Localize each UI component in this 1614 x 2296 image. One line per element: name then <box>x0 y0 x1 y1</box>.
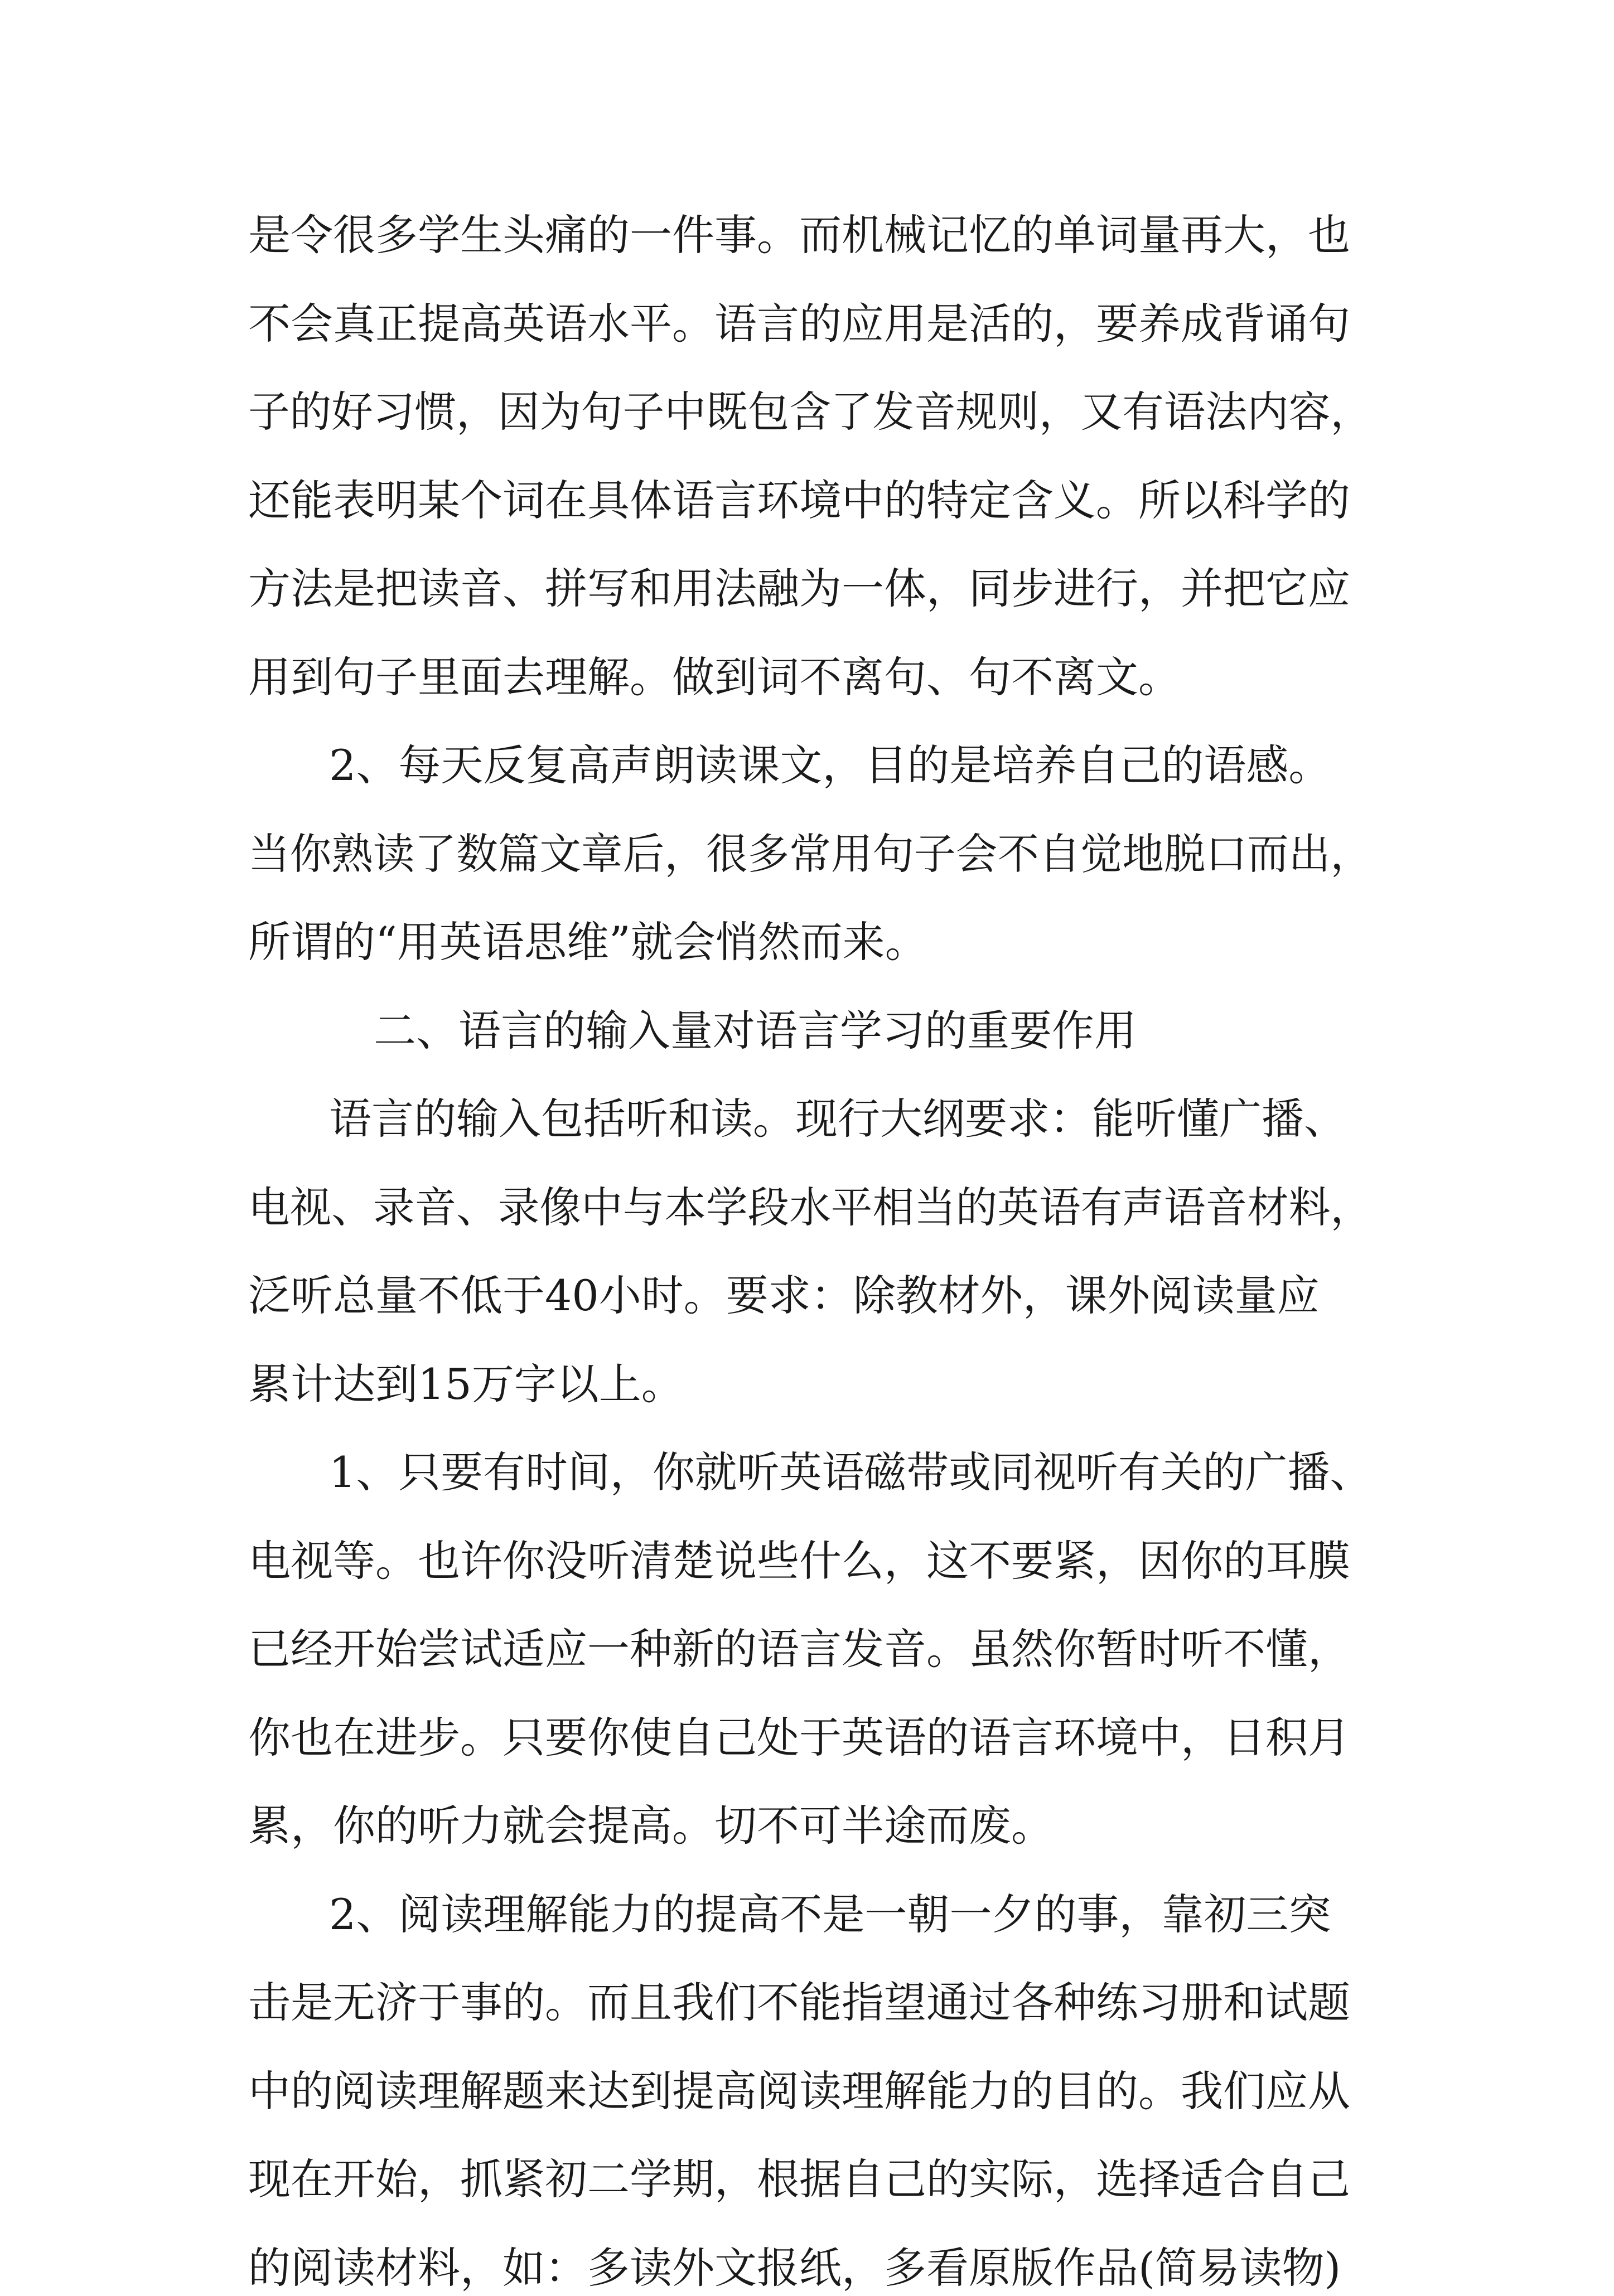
text-line: 你也在进步。只要你使自己处于英语的语言环境中，日积月 <box>248 1713 1350 1762</box>
text-line: 中的阅读理解题来达到提高阅读理解能力的目的。我们应从 <box>248 2066 1350 2116</box>
text-line: 电视等。也许你没听清楚说些什么，这不要紧，因你的耳膜 <box>248 1536 1350 1586</box>
text-line: 累计达到15万字以上。 <box>248 1359 684 1409</box>
text-line: 1、只要有时间，你就听英语磁带或同视听有关的广播、 <box>329 1447 1373 1497</box>
text-line: 方法是把读音、拼写和用法融为一体，同步进行，并把它应 <box>248 564 1350 613</box>
text-line: 还能表明某个词在具体语言环境中的特定含义。所以科学的 <box>248 476 1350 525</box>
text-line: 所谓的“用英语思维”就会悄然而来。 <box>248 917 927 967</box>
text-line: 电视、录音、录像中与本学段水平相当的英语有声语音材料， <box>248 1183 1373 1232</box>
text-line: 是令很多学生头痛的一件事。而机械记忆的单词量再大，也 <box>248 210 1350 260</box>
text-line: 2、每天反复高声朗读课文，目的是培养自己的语感。 <box>329 740 1331 790</box>
text-line: 泛听总量不低于40小时。要求：除教材外，课外阅读量应 <box>248 1271 1320 1320</box>
text-line: 子的好习惯，因为句子中既包含了发音规则，又有语法内容， <box>248 387 1373 437</box>
text-line: 不会真正提高英语水平。语言的应用是活的，要养成背诵句 <box>248 299 1350 348</box>
section-heading: 二、语言的输入量对语言学习的重要作用 <box>374 1006 1137 1055</box>
text-line: 的阅读材料，如：多读外文报纸，多看原版作品(简易读物) <box>248 2243 1341 2293</box>
text-line: 当你熟读了数篇文章后，很多常用句子会不自觉地脱口而出， <box>248 829 1373 879</box>
text-line: 累，你的听力就会提高。切不可半途而废。 <box>248 1801 1054 1851</box>
text-line: 已经开始尝试适应一种新的语言发音。虽然你暂时听不懂， <box>248 1624 1350 1674</box>
text-line: 2、阅读理解能力的提高不是一朝一夕的事，靠初三突 <box>329 1890 1331 1939</box>
text-line: 用到句子里面去理解。做到词不离句、句不离文。 <box>248 652 1181 702</box>
text-line: 击是无济于事的。而且我们不能指望通过各种练习册和试题 <box>248 1978 1350 2027</box>
text-line: 语言的输入包括听和读。现行大纲要求：能听懂广播、 <box>329 1094 1346 1144</box>
text-line: 现在开始，抓紧初二学期，根据自己的实际，选择适合自己 <box>248 2154 1350 2204</box>
